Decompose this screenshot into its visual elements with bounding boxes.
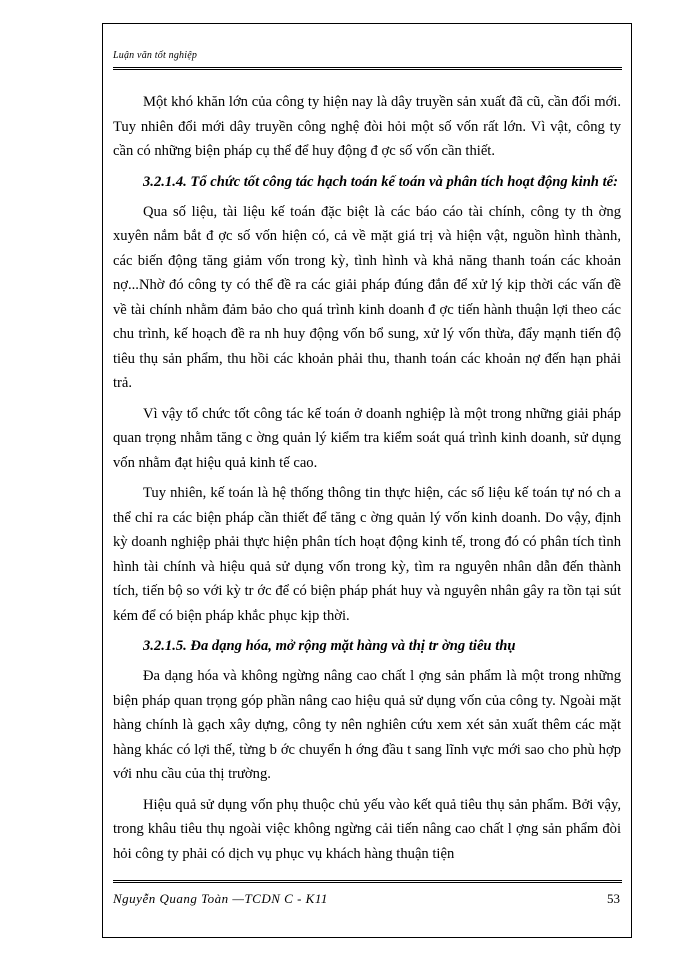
paragraph: Một khó khăn lớn của công ty hiện nay là dây truyền sản xuất đã cũ, cần đổi mới. Tuy nhiên đổi mới dây truyền công nghệ đòi hỏi một số vốn rất lớn. Vì vật, công ty cần có những biện pháp cụ thể để huy động đ ợc số vốn cần thiết. [113,94,621,159]
paragraph: Qua số liệu, tài liệu kế toán đặc biệt là các báo cáo tài chính, công ty th ờng xuyên nắm bắt đ ợc số vốn hiện có, cả về mặt giá trị và hiện vật, nguồn hình thành, các biến động tăng giảm vốn trong kỳ, tình hình và khả năng thanh toán các khoản nợ...Nhờ đó công ty có thể đề ra các giải pháp đúng đắn để xử lý kịp thời các vấn đề về tài chính nhằm đảm bảo cho quá trình kinh doanh đ ợc tiến hành thuận lợi theo các chu trình, kế hoạch đề ra nh huy động vốn bổ sung, xử lý vốn thừa, đẩy mạnh tiến độ tiêu thụ sản phẩm, thu hồi các khoản phải thu, thanh toán các khoản nợ đến hạn phải trả. [113,203,621,391]
running-header: Luận văn tốt nghiệp [113,50,198,61]
paragraph: Vì vậy tổ chức tốt công tác kế toán ở doanh nghiệp là một trong những giải pháp quan trọng nhằm tăng c ờng quản lý kiểm tra kiểm soát quá trình kinh doanh, sử dụng vốn nhằm đạt hiệu quả kinh tế cao. [113,405,621,471]
section-heading: 3.2.1.4. Tổ chức tốt công tác hạch toán kế toán và phân tích hoạt động kinh tế: [143,173,618,190]
paragraph: Tuy nhiên, kế toán là hệ thống thông tin thực hiện, các số liệu kế toán tự nó ch a thể chỉ ra các biện pháp cần thiết để tăng c ờng quản lý vốn kinh doanh. Do vậy, định kỳ doanh nghiệp phải thực hiện phân tích hoạt động kinh tế, trong đó có phân tích tình hình tài chính và hiệu quả sử dụng vốn trong kỳ, tìm ra nguyên nhân dẫn đến thành tích, tiến bộ so với kỳ tr ớc để có biện pháp phát huy và nguyên nhân gây ra tồn tại sút kém để có biện pháp khắc phục kịp thời. [113,485,621,624]
footer-rule [113,880,622,883]
section-heading: 3.2.1.5. Đa dạng hóa, mở rộng mặt hàng và thị tr ờng tiêu thụ [143,638,516,654]
paragraph: Đa dạng hóa và không ngừng nâng cao chất l ợng sản phẩm là một trong những biện pháp quan trọng góp phần nâng cao hiệu quả sử dụng vốn của công ty. Ngoài mặt hàng chính là gạch xây dựng, công ty nên nghiên cứu xem xét sản xuất thêm các mặt hàng khác có lợi thế, từng b ớc chuyển h ớng đầu t sang lĩnh vực mới sao cho phù hợp với nhu cầu của thị trường. [113,668,621,782]
paragraph: Hiệu quả sử dụng vốn phụ thuộc chủ yếu vào kết quả tiêu thụ sản phẩm. Bởi vậy, trong khâu tiêu thụ ngoài việc không ngừng cải tiến nâng cao chất l ợng sản phẩm đòi hỏi công ty phải có dịch vụ phục vụ khách hàng thuận tiện [113,796,621,862]
header-rule [113,67,622,70]
page-number: 53 [607,891,620,906]
document-body [113,90,621,872]
footer-author: Nguyễn Quang Toàn —TCDN C - K11 [113,891,328,906]
